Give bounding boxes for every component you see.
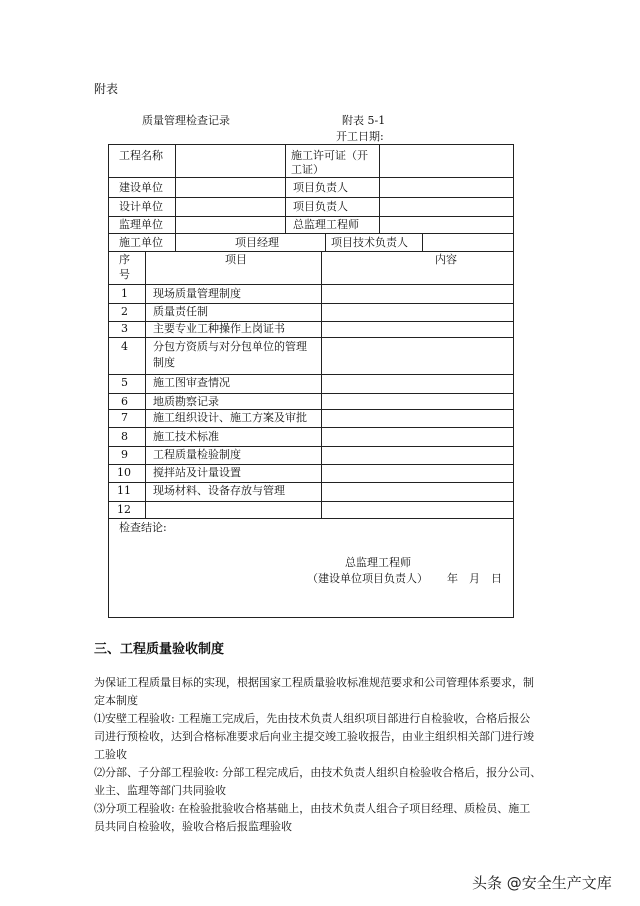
row-11-item: 现场材料、设备存放与管理 [153, 484, 285, 497]
row-1-no: 1 [121, 287, 128, 300]
row-4-no: 4 [121, 340, 128, 353]
col-content-header: 内容 [435, 253, 457, 266]
label-project-name: 工程名称 [119, 149, 163, 162]
conclusion-label: 检查结论: [119, 521, 167, 534]
row-5-no: 5 [121, 376, 128, 389]
label-supervisor: 监理单位 [119, 218, 163, 231]
sign-subtitle: （建设单位项目负责人） [307, 572, 428, 585]
start-date-label: 开工日期: [336, 130, 384, 143]
label-designer: 设计单位 [119, 200, 163, 213]
label-tech-head: 项目技术负责人 [331, 236, 408, 249]
label-builder: 建设单位 [119, 181, 163, 194]
body-line-9: 员共同自检验收，验收合格后报监理验收 [94, 820, 292, 833]
col-seq-line2: 号 [119, 268, 130, 281]
sign-date: 年 月 日 [447, 572, 502, 585]
label-designer-head: 项目负责人 [293, 200, 348, 213]
label-contractor: 施工单位 [119, 236, 163, 249]
row-7-item: 施工组织设计、施工方案及审批 [153, 411, 307, 424]
body-line-5: 工验收 [94, 748, 127, 761]
row-8-no: 8 [121, 430, 128, 443]
row-7-no: 7 [121, 411, 128, 424]
row-4-item-line2: 制度 [153, 356, 175, 369]
row-10-no: 10 [117, 466, 131, 479]
form-title: 质量管理检查记录 [142, 114, 230, 127]
row-6-no: 6 [121, 395, 128, 408]
appendix-label: 附表 [94, 82, 119, 96]
row-3-item: 主要专业工种操作上岗证书 [153, 322, 285, 335]
body-line-4: 司进行预检收，达到合格标准要求后向业主提交竣工验收报告，由业主组织相关部门进行竣 [94, 730, 534, 743]
row-10-item: 搅拌站及计量设置 [153, 466, 241, 479]
section-heading: 三、工程质量验收制度 [94, 642, 225, 657]
body-line-1: 为保证工程质量目标的实现，根据国家工程质量验收标准规范要求和公司管理体系要求，制 [94, 676, 534, 689]
body-line-8: ⑶分项工程验收: 在检验批验收合格基础上，由技术负责人组合子项目经理、质检员、施工 [94, 802, 531, 815]
row-3-no: 3 [121, 322, 128, 335]
body-line-6: ⑵分部、子分部工程验收: 分部工程完成后，由技术负责人组织自检验收合格后，报分公司、 [94, 766, 542, 779]
row-2-item: 质量责任制 [153, 305, 208, 318]
sign-title: 总监理工程师 [345, 556, 411, 569]
label-permit-line1: 施工许可证（开 [291, 149, 368, 162]
row-9-item: 工程质量检验制度 [153, 448, 241, 461]
row-5-item: 施工图审查情况 [153, 376, 230, 389]
row-8-item: 施工技术标准 [153, 430, 219, 443]
label-project-manager: 项目经理 [235, 236, 279, 249]
watermark: 头条 @安全生产文库 [472, 874, 612, 892]
row-4-item: 分包方资质与对分包单位的管理 [153, 340, 307, 353]
label-chief-engineer: 总监理工程师 [293, 218, 359, 231]
label-permit-line2: 工证） [291, 163, 324, 176]
row-11-no: 11 [117, 484, 131, 497]
row-2-no: 2 [121, 305, 128, 318]
body-line-3: ⑴安壁工程验收: 工程施工完成后，先由技术负责人组织项目部进行自检验收，合格后报公 [94, 712, 531, 725]
row-9-no: 9 [121, 448, 128, 461]
quality-check-form [108, 144, 514, 618]
body-line-7: 业主、监理等部门共同验收 [94, 784, 226, 797]
row-6-item: 地质勘察记录 [153, 395, 219, 408]
row-12-no: 12 [117, 503, 131, 516]
col-seq-line1: 序 [119, 253, 130, 266]
body-line-2: 定本制度 [94, 694, 138, 707]
row-1-item: 现场质量管理制度 [153, 287, 241, 300]
label-builder-head: 项目负责人 [293, 181, 348, 194]
col-item-header: 项目 [225, 253, 247, 266]
form-number: 附表 5-1 [342, 114, 386, 127]
